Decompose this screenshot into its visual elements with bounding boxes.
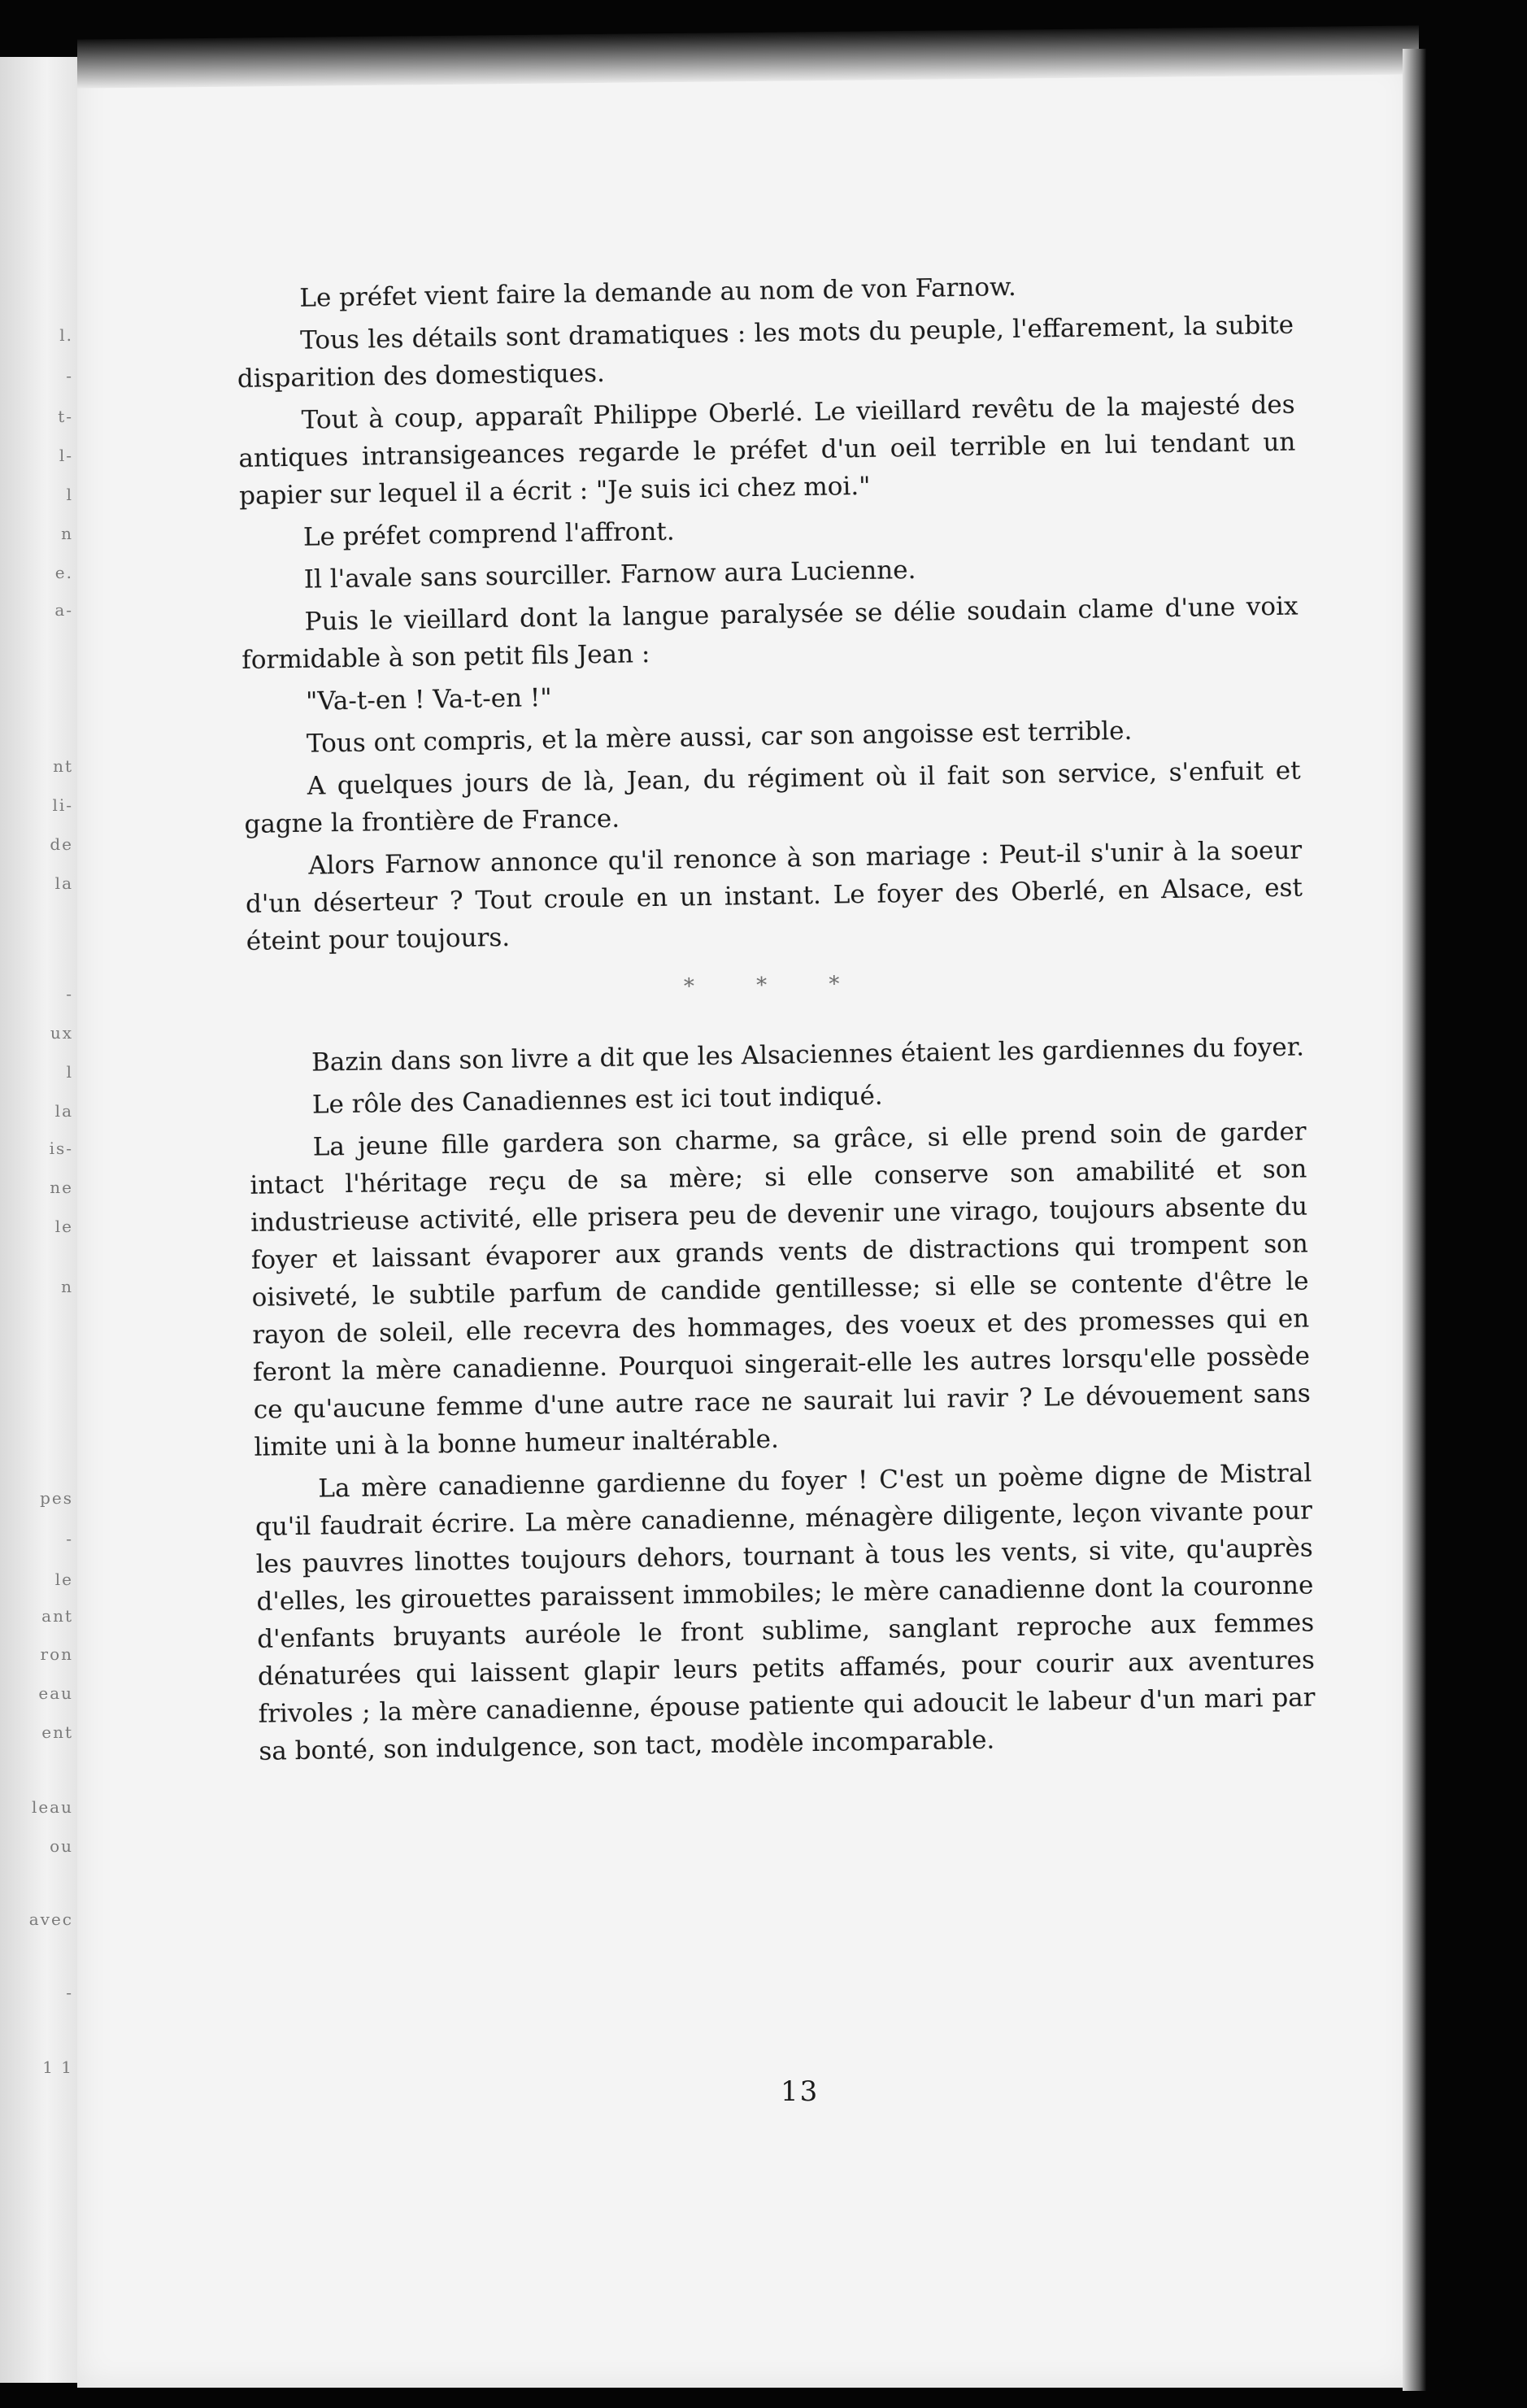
paragraph: Bazin dans son livre a dit que les Alsaciennes étaient les gardiennes du foyer.: [311, 1032, 1305, 1078]
margin-fragment: l: [66, 485, 73, 504]
margin-fragment: le: [54, 1570, 73, 1589]
margin-fragment: -: [66, 1529, 73, 1548]
margin-fragment: leau: [31, 1797, 73, 1817]
margin-fragment: n: [61, 1277, 73, 1296]
paragraph: Alors Farnow annonce qu'il renonce à son mariage : Peut-il s'unir à la soeur d'un déserteur ? Tout croule en un instant. Le foyer des Oberlé, en Alsace, est éteint pour toujours.: [245, 835, 1303, 956]
paragraph: Le préfet comprend l'affront.: [302, 516, 675, 552]
paragraph: A quelques jours de là, Jean, du régiment où il fait son service, s'enfuit et gagne la frontière de France.: [244, 755, 1301, 839]
margin-fragment: l: [66, 1062, 73, 1082]
margin-fragment: -: [66, 1983, 73, 2002]
margin-fragment: pes: [40, 1488, 73, 1508]
page-number: 13: [781, 2075, 820, 2108]
paragraph: Tous ont compris, et la mère aussi, car son angoisse est terrible.: [306, 716, 1133, 759]
body-text: [236, 264, 1316, 1775]
margin-fragment: ux: [50, 1023, 73, 1043]
margin-fragment: l-: [59, 446, 73, 465]
margin-fragment: ou: [50, 1836, 73, 1856]
margin-fragment: li-: [52, 795, 73, 815]
paragraph: Tout à coup, apparaît Philippe Oberlé. Le vieillard revêtu de la majesté des antiques intransigeances regarde le préfet d'un oeil terrible en lui tendant un papier sur lequel il a écrit : "Je suis ici chez moi.": [238, 390, 1296, 511]
margin-fragment: a-: [54, 600, 73, 620]
margin-fragment: n: [61, 524, 73, 543]
margin-fragment: -: [66, 366, 73, 385]
quoted-line: "Va-t-en ! Va-t-en !": [305, 682, 552, 716]
paragraph: Le rôle des Canadiennes est ici tout indiqué.: [311, 1081, 883, 1120]
paragraph: Il l'avale sans sourciller. Farnow aura Lucienne.: [303, 555, 916, 594]
margin-fragment: ant: [41, 1606, 73, 1626]
margin-fragment: la: [54, 873, 73, 893]
margin-fragment: l.: [59, 325, 73, 345]
page-right-edge-shadow: [1403, 49, 1427, 2391]
margin-fragment: eau: [38, 1683, 73, 1703]
paragraph: Tous les détails sont dramatiques : les mots du peuple, l'effarement, la subite disparition des domestiques.: [237, 310, 1294, 394]
paragraph: La mère canadienne gardienne du foyer ! C'est un poème digne de Mistral qu'il faudrait écrire. La mère canadienne, ménagère diligente, leçon vivante pour les pauvres linottes toujours dehors, tournant à tous les vents, si vite, qu'auprès d'elles, les girouettes paraissent immobiles; le mère canadienne dont la couronne d'enfants bruyants auréole le front sublime, sanglant reproche aux femmes dénaturées qui laissent glapir leurs petits affamés, pour courir aux aventures frivoles ; la mère canadienne, épouse patiente qui adoucit le labeur d'un mari par sa bonté, son indulgence, son tact, modèle incomparable.: [254, 1458, 1316, 1766]
margin-fragment: is-: [49, 1139, 73, 1158]
margin-fragment: ron: [40, 1644, 73, 1664]
margin-fragment: nt: [53, 756, 73, 776]
margin-fragment: 1 1: [42, 2057, 73, 2077]
adjacent-page-strip: [0, 57, 77, 2383]
margin-fragment: -: [66, 984, 73, 1004]
margin-fragment: avec: [28, 1909, 73, 1929]
margin-fragment: t-: [58, 407, 73, 426]
margin-fragment: de: [50, 834, 73, 854]
margin-fragment: la: [54, 1101, 73, 1121]
paragraph: Le préfet vient faire la demande au nom de von Farnow.: [299, 272, 1016, 313]
margin-fragment: ent: [41, 1722, 73, 1742]
margin-fragment: ne: [50, 1178, 73, 1197]
paragraph: Puis le vieillard dont la langue paralysée se délie soudain clame d'une voix formidable à son petit fils Jean :: [241, 591, 1299, 675]
margin-fragment: e.: [54, 563, 73, 582]
paragraph: La jeune fille gardera son charme, sa grâce, si elle prend soin de garder intact l'héritage reçu de sa mère; si elle conserve son amabilité et son industrieuse activité, elle prisera peu de devenir une virago, toujours absente du foyer et laissant évaporer aux grands vents de distractions qui trompent son oisiveté, le subtile parfum de candide gentillesse; si elle se contente d'être le rayon de soleil, elle recevra des hommages, des voeux et des promesses qui en feront la mère canadienne. Pourquoi singerait-elle les autres lorsqu'elle possède ce qu'aucune femme d'une autre race ne saurait lui ravir ? Le dévouement sans limite uni à la bonne humeur inaltérable.: [250, 1117, 1311, 1462]
margin-fragment: le: [54, 1217, 73, 1236]
section-separator: * * *: [683, 971, 868, 999]
